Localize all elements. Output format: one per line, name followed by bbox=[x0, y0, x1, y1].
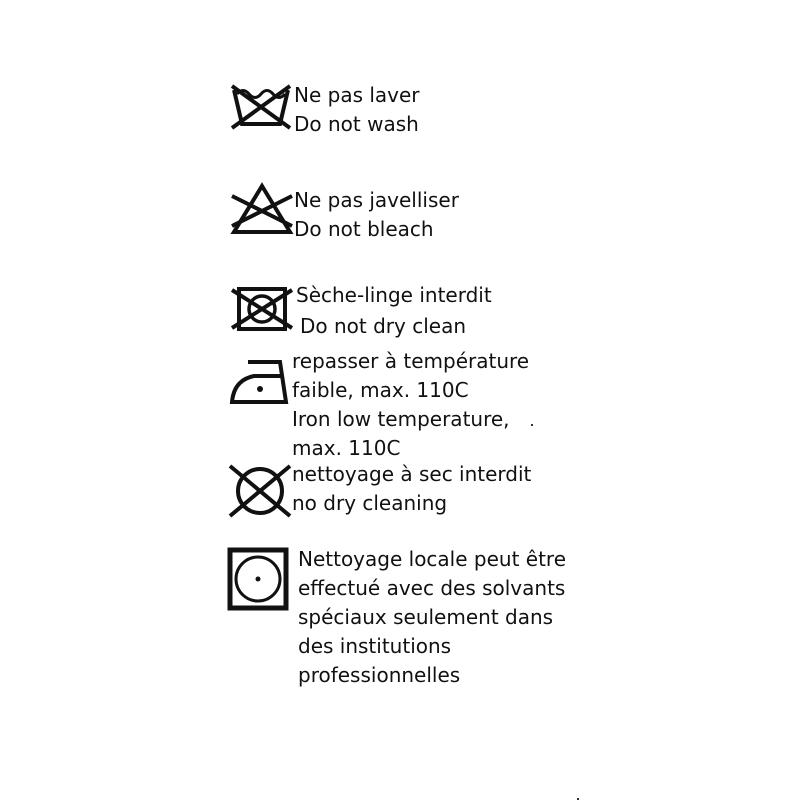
care-line-fr: Sèche-linge interdit bbox=[296, 283, 492, 307]
care-line-en: Iron low temperature, bbox=[292, 407, 510, 431]
care-line-fr: Nettoyage locale peut être bbox=[298, 547, 567, 571]
care-text-do-not-dry-clean bbox=[292, 460, 531, 518]
care-line-fr: faible, max. 110C bbox=[292, 378, 469, 402]
care-text-professional-cleaning bbox=[298, 545, 566, 690]
care-text-do-not-tumble-dry bbox=[296, 280, 492, 342]
care-text-do-not-wash bbox=[294, 81, 420, 139]
do-not-wash-icon bbox=[228, 78, 294, 136]
care-line-en: Do not bleach bbox=[294, 217, 434, 241]
care-line-fr: repasser à température bbox=[292, 349, 530, 373]
care-line-fr: spéciaux seulement dans bbox=[298, 605, 554, 629]
care-line-fr: Ne pas javelliser bbox=[294, 188, 459, 212]
care-line-en: Do not wash bbox=[294, 112, 419, 136]
professional-cleaning-icon bbox=[226, 546, 290, 612]
care-line-fr: effectué avec des solvants bbox=[298, 576, 566, 600]
care-line-en: no dry cleaning bbox=[292, 491, 448, 515]
care-text-do-not-bleach bbox=[294, 186, 459, 244]
care-text-iron-low-temperature bbox=[292, 347, 529, 463]
do-not-tumble-dry-icon bbox=[230, 284, 294, 334]
care-line-en: max. 110C bbox=[292, 436, 401, 460]
do-not-dry-clean-icon bbox=[226, 462, 294, 520]
iron-low-temperature-icon bbox=[228, 356, 294, 408]
care-line-fr: nettoyage à sec interdit bbox=[292, 462, 532, 486]
care-line-fr: professionnelles bbox=[298, 663, 461, 687]
care-line-en: Do not dry clean bbox=[300, 314, 467, 338]
care-line-fr: Ne pas laver bbox=[294, 83, 420, 107]
care-line-fr: des institutions bbox=[298, 634, 452, 658]
stray-dot bbox=[531, 424, 533, 426]
do-not-bleach-icon bbox=[230, 182, 294, 238]
